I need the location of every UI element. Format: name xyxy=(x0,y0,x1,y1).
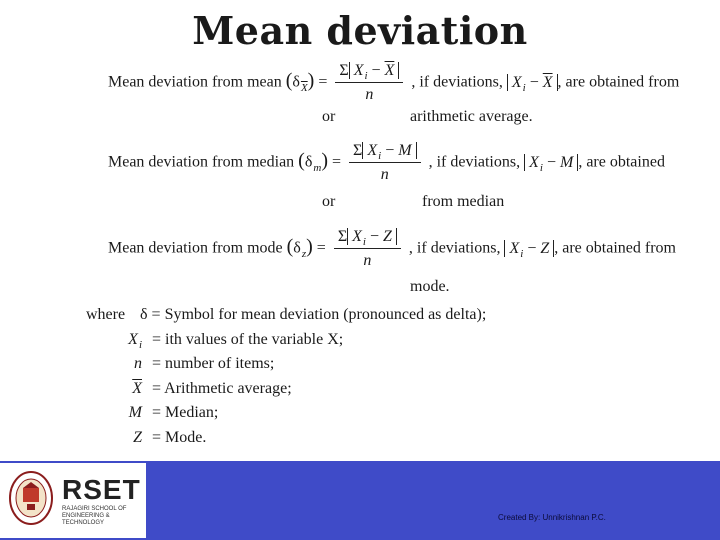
def-xi: = ith values of the variable X; xyxy=(148,330,344,348)
rset-logo: RSET xyxy=(62,474,141,505)
def-xbar: = Arithmetic average; xyxy=(148,379,292,397)
def-m: = Median; xyxy=(148,404,219,421)
formula-median-or: or xyxy=(322,193,336,210)
credit-text: Created By: Unnikrishnan P.C. xyxy=(498,513,606,522)
rset-seal-icon xyxy=(8,470,54,526)
formula-mean: Mean deviation from mean $(\delta_{\overline{X}})$ = $\frac{\Sigma X_i - \overline{X}}{n}$ , if deviations, $X_i - \overline{X}$ , are obtained from xyxy=(108,62,680,103)
formula-median-fraction: $\frac{\Sigma X_i - M}{n}$ xyxy=(349,142,421,184)
formula-median-cont: from median xyxy=(422,193,505,210)
page-title: Mean deviation xyxy=(192,8,528,53)
formula-mode-fraction: $\frac{\Sigma X_i - Z}{n}$ xyxy=(334,228,401,270)
formula-mean-label: Mean deviation from mean xyxy=(108,73,282,91)
formula-mode: Mean deviation from mode $(\delta_z)$ = $\frac{\Sigma X_i - Z}{n}$ , if deviations, $X_i - Z$ , are obtained from xyxy=(108,228,676,269)
def-delta: = Symbol for mean deviation (pronounced as delta); xyxy=(147,306,487,323)
formula-mean-or: or xyxy=(322,108,336,125)
formula-mean-fraction: $\frac{\Sigma X_i - \overline{X}}{n}$ xyxy=(335,62,403,104)
formula-mean-cont: arithmetic average. xyxy=(410,108,533,125)
formula-median: Mean deviation from median $(\delta_m)$ = $\frac{\Sigma X_i - M}{n}$ , if deviations, $X_i - M$ , are obtained xyxy=(108,142,665,183)
where-label: where xyxy=(86,306,126,323)
def-n: = number of items; xyxy=(148,355,275,372)
def-z: = Mode. xyxy=(148,428,207,446)
formula-mode-cont: mode. xyxy=(410,278,450,295)
formula-mode-label: Mean deviation from mode xyxy=(108,239,283,257)
formula-median-label: Mean deviation from median xyxy=(108,153,295,171)
definitions-list: where δ = Symbol for mean deviation (pronounced as delta); $X_i$ = ith values of the variable X; n = number of items; $\overline{X}$ = Arithmetic average; M = Median; Z = Mode. xyxy=(86,306,487,446)
rset-logo-subtext: RAJAGIRI SCHOOL OF ENGINEERING & TECHNOLOGY xyxy=(62,506,127,526)
